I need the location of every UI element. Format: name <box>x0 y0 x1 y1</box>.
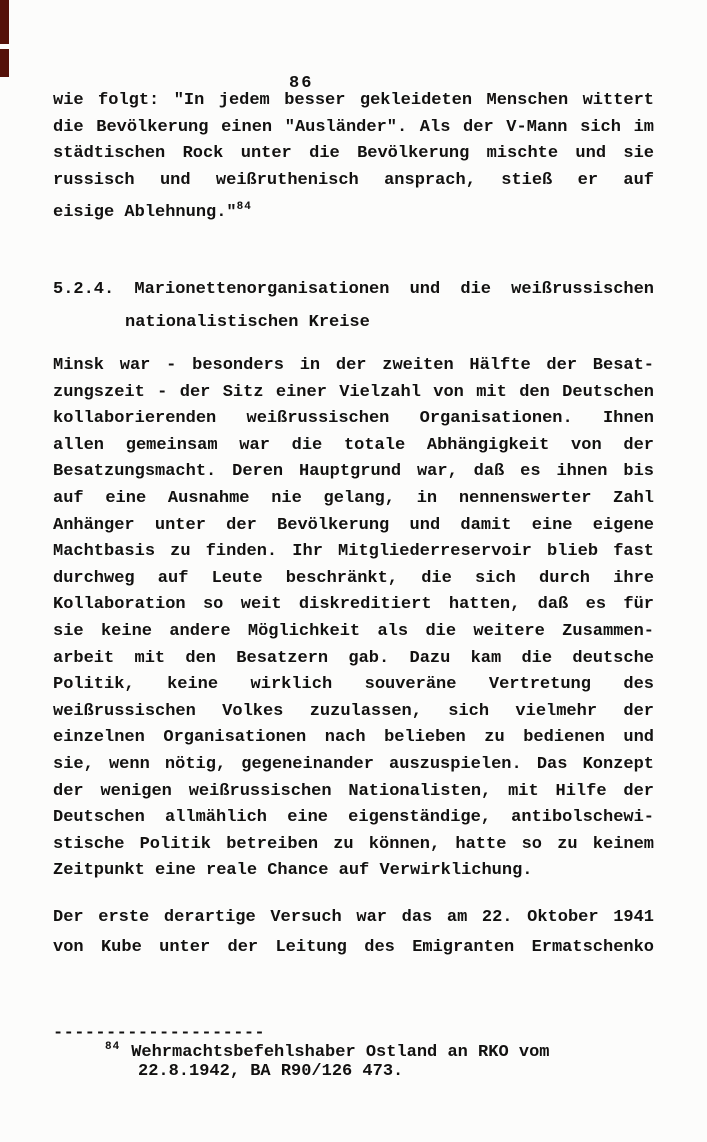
page-number: 86 <box>289 74 314 93</box>
text-line: Anhänger unter der Bevölkerung und damit eine eigene <box>53 515 654 535</box>
text-line: Besatzungsmacht. Deren Hauptgrund war, daß es ihnen bis <box>53 462 654 482</box>
paragraph-1 <box>53 88 654 221</box>
text-line: Kollaboration so weit diskreditiert hatten, daß es für <box>53 595 654 615</box>
text-line-with-footnote-ref <box>53 194 654 221</box>
footnote-line-2: 22.8.1942, BA R90/126 473. <box>138 1062 404 1081</box>
footnote <box>105 1038 665 1081</box>
text-line: kollaborierenden weißrussischen Organisationen. Ihnen <box>53 409 654 429</box>
text-line: arbeit mit den Besatzern gab. Dazu kam die deutsche <box>53 648 654 668</box>
text-line: weißrussischen Volkes zuzulassen, sich vielmehr der <box>53 701 654 721</box>
footnote-line-1 <box>105 1038 665 1062</box>
text-line: städtischen Rock unter die Bevölkerung mischte und sie <box>53 144 654 164</box>
text-line: Politik, keine wirklich souveräne Vertretung des <box>53 675 654 695</box>
footnote-text: Wehrmachtsbefehlshaber Ostland an RKO vom <box>131 1043 550 1062</box>
text-line: sie, wenn nötig, gegeneinander auszuspielen. Das Konzept <box>53 754 654 774</box>
text-line: von Kube unter der Leitung des Emigranten Ermatschenko <box>53 938 654 957</box>
text-line: sie keine andere Möglichkeit als die weitere Zusammen- <box>53 621 654 641</box>
text-line: allen gemeinsam war die totale Abhängigkeit von der <box>53 435 654 455</box>
paragraph-3 <box>53 903 654 963</box>
scan-artifact-mark-top <box>0 0 9 44</box>
section-heading-line1: 5.2.4. Marionettenorganisationen und die weißrussischen <box>53 280 654 299</box>
section-heading-line2: nationalistischen Kreise <box>125 313 370 332</box>
text-line: Minsk war - besonders in der zweiten Hälfte der Besat- <box>53 356 654 375</box>
text-line: russisch und weißruthenisch ansprach, stieß er auf <box>53 170 654 190</box>
text-line: der wenigen weißrussischen Nationalisten, mit Hilfe der <box>53 781 654 801</box>
footnote-separator: -------------------- <box>53 1024 266 1043</box>
text-line: wie folgt: "In jedem besser gekleideten Menschen wittert <box>53 91 654 110</box>
text-line: zungszeit - der Sitz einer Vielzahl von mit den Deutschen <box>53 382 654 402</box>
paragraph-1-last-line: eisige Ablehnung." <box>53 203 237 223</box>
paragraph-2 <box>53 353 654 885</box>
section-heading <box>53 273 654 339</box>
text-line: die Bevölkerung einen "Ausländer". Als der V-Mann sich im <box>53 117 654 137</box>
text-line: Deutschen allmählich eine eigenständige, antibolschewi- <box>53 808 654 828</box>
text-line: einzelnen Organisationen nach belieben zu bedienen und <box>53 728 654 748</box>
text-line: stische Politik betreiben zu können, hatte so zu keinem <box>53 834 654 854</box>
footnote-reference: 84 <box>236 201 252 214</box>
text-line: Machtbasis zu finden. Ihr Mitgliederreservoir blieb fast <box>53 542 654 562</box>
text-line: Der erste derartige Versuch war das am 22. Oktober 1941 <box>53 908 654 927</box>
text-line: durchweg auf Leute beschränkt, die sich durch ihre <box>53 568 654 588</box>
footnote-marker: 84 <box>105 1041 121 1053</box>
scan-artifact-mark-second <box>0 49 9 77</box>
paragraph-2-last-line: Zeitpunkt eine reale Chance auf Verwirklichung. <box>53 861 533 881</box>
text-line: auf eine Ausnahme nie gelang, in nennenswerter Zahl <box>53 488 654 508</box>
